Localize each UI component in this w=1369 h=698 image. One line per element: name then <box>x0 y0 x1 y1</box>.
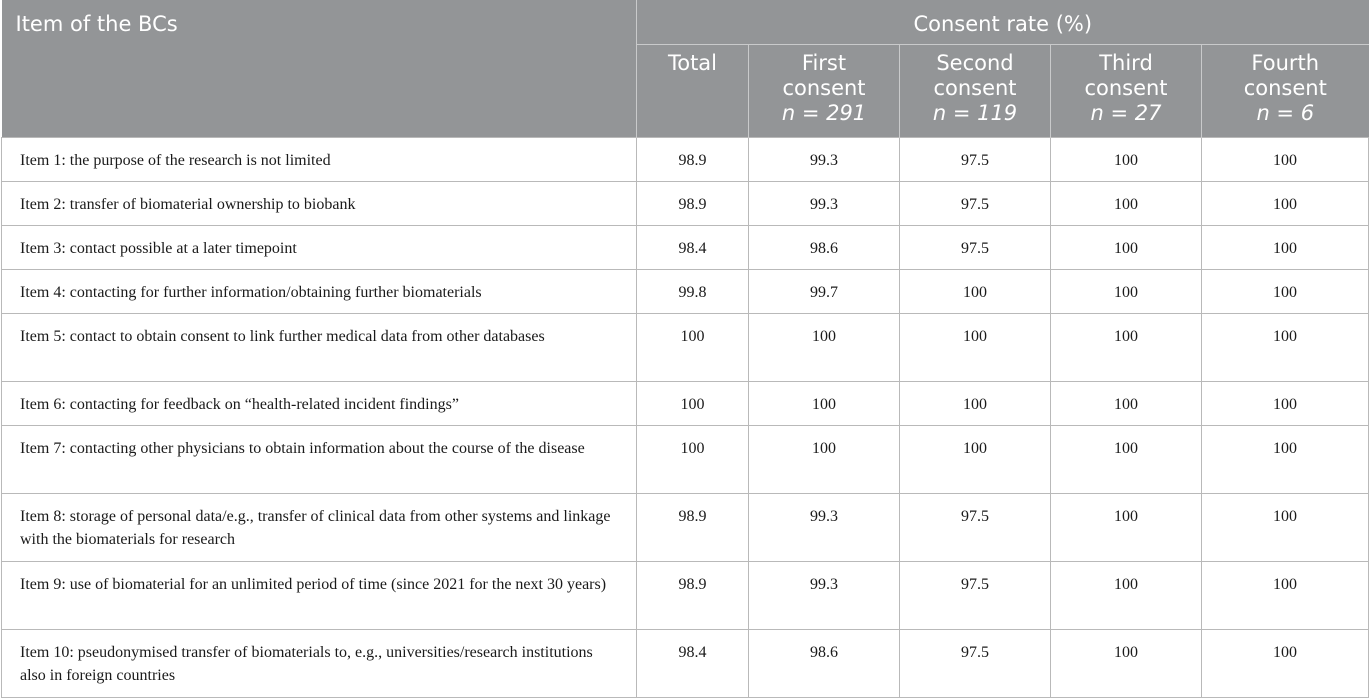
item-label: Item 3: contact possible at a later timepoint <box>2 225 637 269</box>
item-column-header: Item of the BCs <box>2 0 637 137</box>
second-consent-value: 100 <box>900 313 1051 381</box>
fourth-consent-value: 100 <box>1202 493 1369 561</box>
table-row <box>2 181 1369 225</box>
third-consent-value: 100 <box>1051 561 1202 629</box>
third-consent-value: 100 <box>1051 381 1202 425</box>
second-consent-value: 97.5 <box>900 181 1051 225</box>
second-consent-value: 97.5 <box>900 137 1051 181</box>
third-consent-value: 100 <box>1051 269 1202 313</box>
first-consent-value: 98.6 <box>749 225 900 269</box>
item-label: Item 9: use of biomaterial for an unlimited period of time (since 2021 for the next 30 years) <box>2 561 637 629</box>
total-value: 98.9 <box>637 493 749 561</box>
table-row <box>2 629 1369 697</box>
fourth-consent-value: 100 <box>1202 225 1369 269</box>
total-value: 100 <box>637 381 749 425</box>
item-label: Item 7: contacting other physicians to obtain information about the course of the disease <box>2 425 637 493</box>
table-header <box>2 0 1369 137</box>
first-consent-value: 100 <box>749 381 900 425</box>
first-consent-value: 99.7 <box>749 269 900 313</box>
consent-rate-table <box>1 0 1369 698</box>
fourth-consent-value: 100 <box>1202 629 1369 697</box>
first-consent-column-header: First consent n = 291 <box>749 44 900 137</box>
total-value: 99.8 <box>637 269 749 313</box>
third-consent-value: 100 <box>1051 181 1202 225</box>
second-consent-value: 97.5 <box>900 561 1051 629</box>
table-row <box>2 381 1369 425</box>
second-consent-value: 97.5 <box>900 629 1051 697</box>
total-value: 98.4 <box>637 629 749 697</box>
third-consent-value: 100 <box>1051 629 1202 697</box>
fourth-consent-value: 100 <box>1202 561 1369 629</box>
item-label: Item 4: contacting for further information/obtaining further biomaterials <box>2 269 637 313</box>
first-consent-value: 98.6 <box>749 629 900 697</box>
second-consent-column-header: Second consent n = 119 <box>900 44 1051 137</box>
second-consent-value: 100 <box>900 425 1051 493</box>
fourth-consent-value: 100 <box>1202 181 1369 225</box>
first-consent-value: 100 <box>749 425 900 493</box>
third-consent-column-header: Third consent n = 27 <box>1051 44 1202 137</box>
item-label: Item 2: transfer of biomaterial ownership to biobank <box>2 181 637 225</box>
item-label: Item 10: pseudonymised transfer of biomaterials to, e.g., universities/research institutions also in foreign countries <box>2 629 637 697</box>
total-value: 98.9 <box>637 137 749 181</box>
third-consent-value: 100 <box>1051 493 1202 561</box>
fourth-consent-value: 100 <box>1202 381 1369 425</box>
first-consent-value: 99.3 <box>749 561 900 629</box>
third-consent-value: 100 <box>1051 225 1202 269</box>
first-consent-value: 99.3 <box>749 181 900 225</box>
first-consent-value: 99.3 <box>749 493 900 561</box>
third-consent-value: 100 <box>1051 425 1202 493</box>
second-consent-value: 100 <box>900 269 1051 313</box>
table-row <box>2 225 1369 269</box>
second-consent-value: 97.5 <box>900 225 1051 269</box>
table-body <box>2 137 1369 697</box>
item-label: Item 5: contact to obtain consent to link further medical data from other databases <box>2 313 637 381</box>
table-row <box>2 269 1369 313</box>
total-value: 98.4 <box>637 225 749 269</box>
fourth-consent-value: 100 <box>1202 137 1369 181</box>
table-row <box>2 493 1369 561</box>
table-row <box>2 425 1369 493</box>
table-row <box>2 313 1369 381</box>
fourth-consent-value: 100 <box>1202 269 1369 313</box>
total-column-header: Total <box>637 44 749 137</box>
first-consent-value: 100 <box>749 313 900 381</box>
consent-rate-group-header: Consent rate (%) <box>637 0 1369 44</box>
second-consent-value: 97.5 <box>900 493 1051 561</box>
first-consent-value: 99.3 <box>749 137 900 181</box>
item-label: Item 6: contacting for feedback on “health-related incident findings” <box>2 381 637 425</box>
fourth-consent-column-header: Fourth consent n = 6 <box>1202 44 1369 137</box>
item-label: Item 8: storage of personal data/e.g., transfer of clinical data from other systems and linkage with the biomaterials for research <box>2 493 637 561</box>
item-label: Item 1: the purpose of the research is not limited <box>2 137 637 181</box>
total-value: 100 <box>637 425 749 493</box>
fourth-consent-value: 100 <box>1202 425 1369 493</box>
second-consent-value: 100 <box>900 381 1051 425</box>
total-value: 98.9 <box>637 561 749 629</box>
total-value: 100 <box>637 313 749 381</box>
table-row <box>2 137 1369 181</box>
fourth-consent-value: 100 <box>1202 313 1369 381</box>
table-row <box>2 561 1369 629</box>
total-value: 98.9 <box>637 181 749 225</box>
third-consent-value: 100 <box>1051 313 1202 381</box>
third-consent-value: 100 <box>1051 137 1202 181</box>
